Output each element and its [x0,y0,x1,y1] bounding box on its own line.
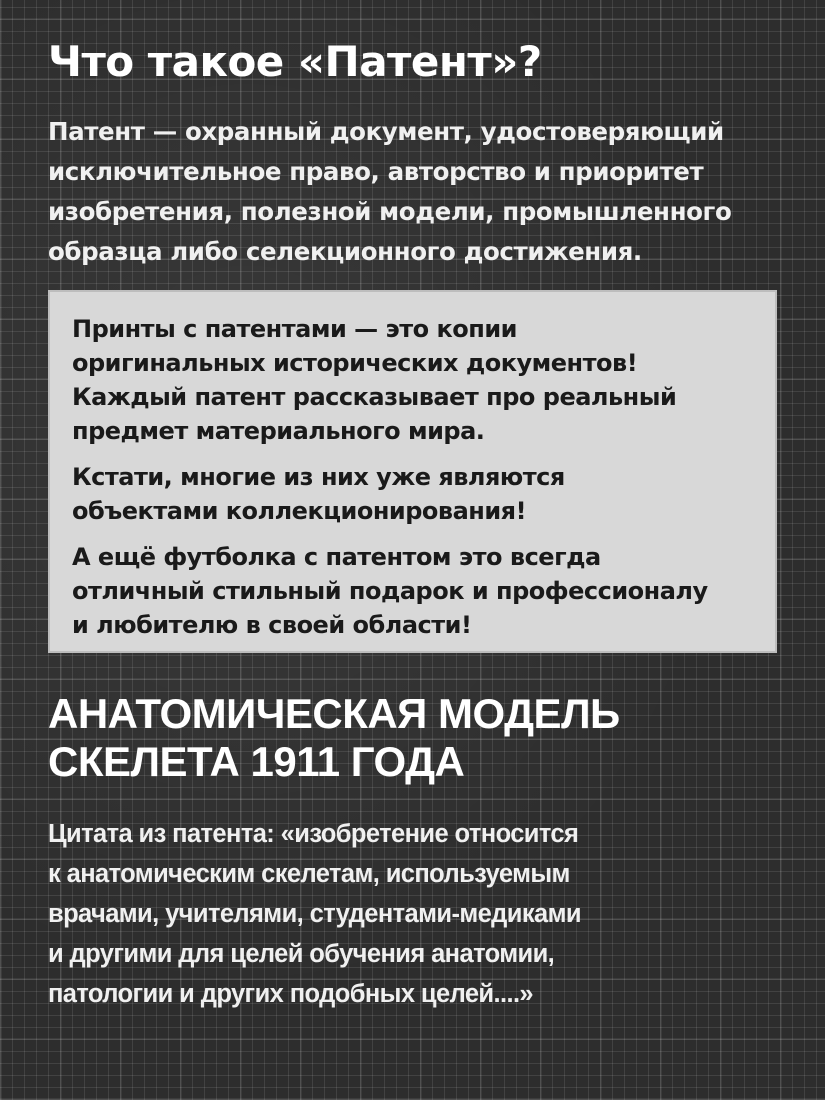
prints-paragraph-copies [72,312,755,448]
page-title: Что такое «Патент»? [48,37,542,86]
definition-line: образца либо селекционного достижения. [48,237,642,266]
box-line: оригинальных исторических документов! [72,349,638,377]
patent-definition [48,112,788,272]
prints-paragraph-collecting [72,460,755,528]
quote-line: врачами, учителями, студентами-медиками [48,900,581,928]
quote-line: Цитата из патента: «изобретение относится [48,820,579,848]
box-line: Кстати, многие из них уже являются [72,463,565,491]
box-line: Принты с патентами — это копии [72,315,517,343]
quote-line: и другими для целей обучения анатомии, [48,940,555,968]
box-line: и любителю в своей области! [72,611,472,639]
product-title-line: АНАТОМИЧЕСКАЯ МОДЕЛЬ [48,690,620,737]
product-title [48,690,788,786]
box-line: предмет материального мира. [72,417,485,445]
definition-line: изобретения, полезной модели, промышленного [48,197,732,226]
box-line: А ещё футболка с патентом это всегда [72,543,601,571]
quote-line: патологии и других подобных целей....» [48,980,534,1008]
box-line: отличный стильный подарок и профессионалу [72,577,708,605]
product-title-line: СКЕЛЕТА 1911 ГОДА [48,738,465,785]
prints-info-box [48,290,777,653]
box-line: Каждый патент рассказывает про реальный [72,383,677,411]
box-line: объектами коллекционирования! [72,497,527,525]
patent-quote [48,814,788,1014]
definition-line: исключительное право, авторство и приоритет [48,157,704,186]
definition-line: Патент — охранный документ, удостоверяющий [48,117,724,146]
prints-paragraph-gift [72,540,755,642]
quote-line: к анатомическим скелетам, используемым [48,860,570,888]
